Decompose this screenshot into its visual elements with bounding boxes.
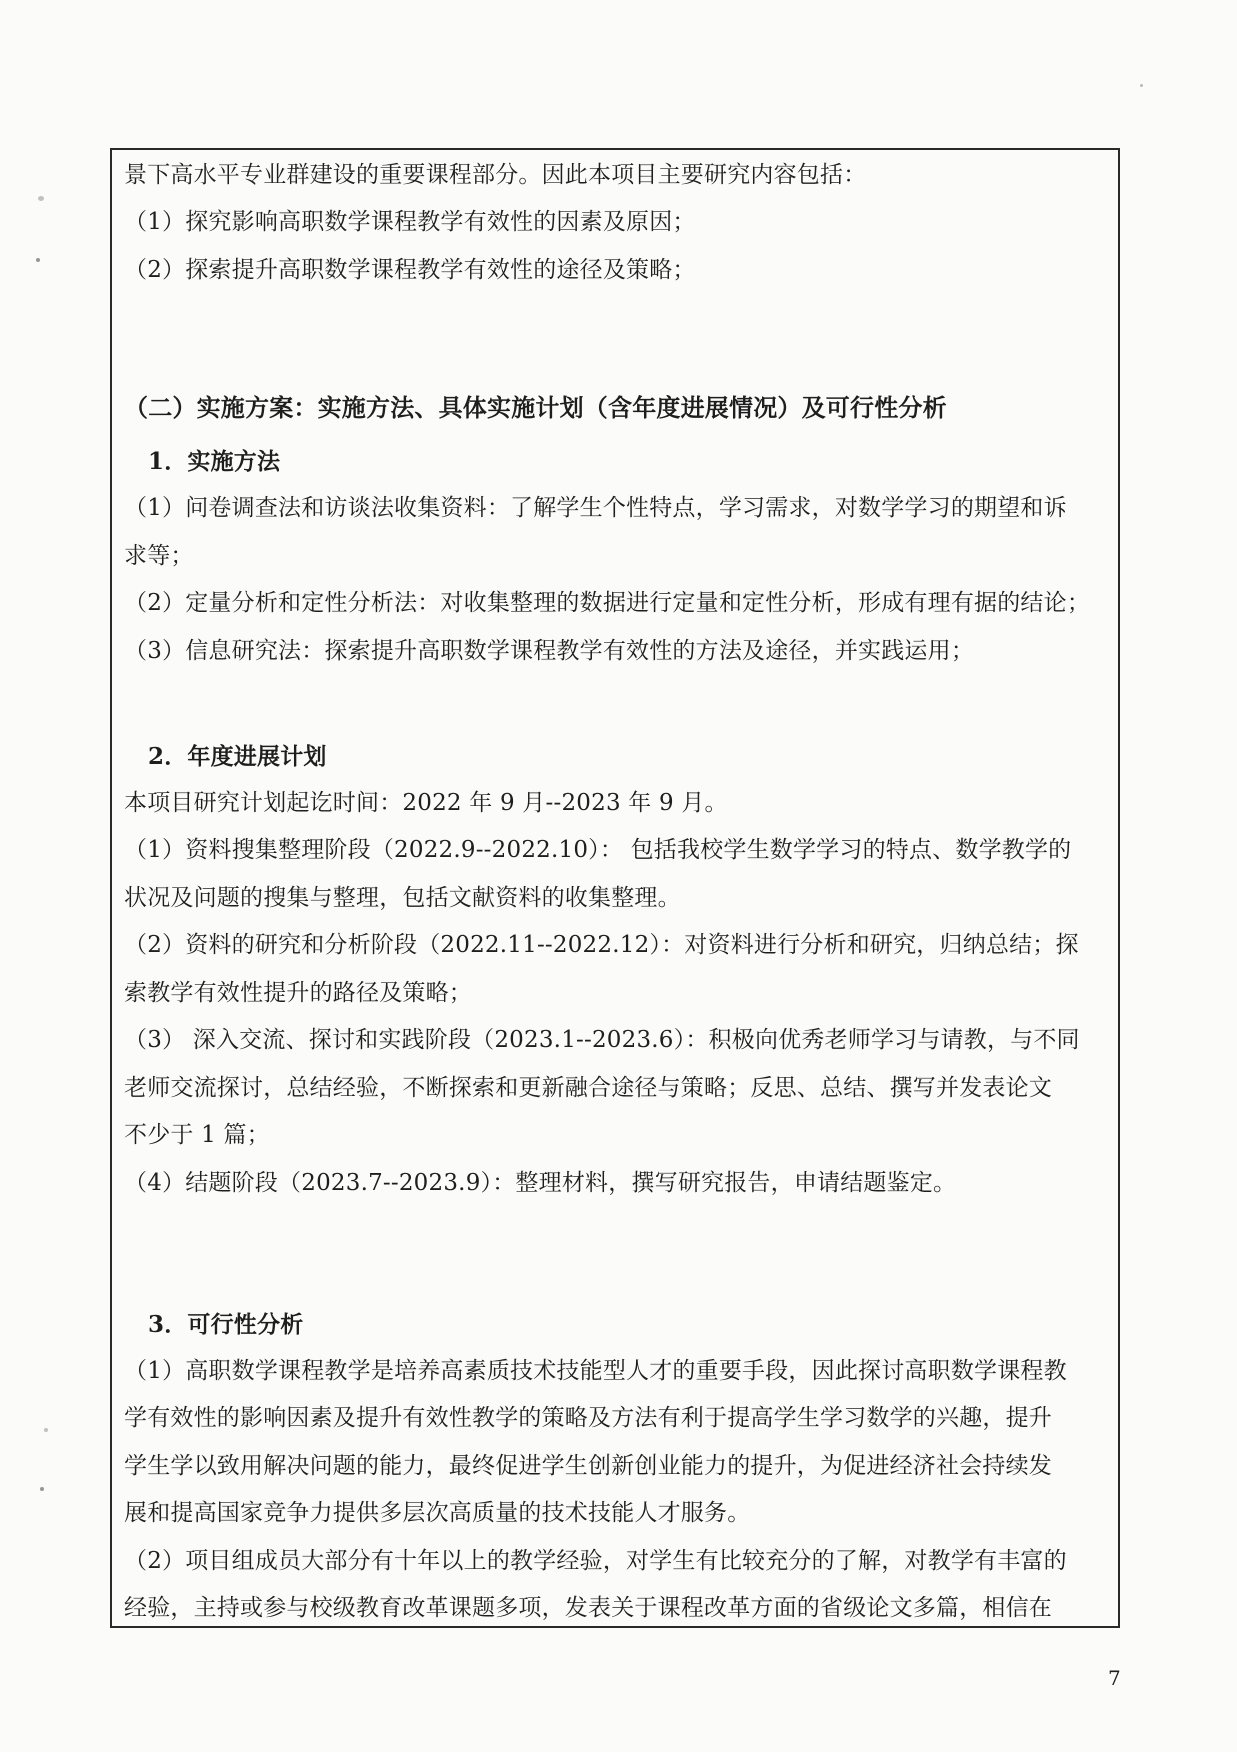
text-line: （2）项目组成员大部分有十年以上的教学经验，对学生有比较充分的了解，对教学有丰富的: [124, 1548, 1067, 1574]
text-line: 本项目研究计划起讫时间：2022 年 9 月--2023 年 9 月。: [124, 790, 728, 816]
page-number: 7: [1108, 1666, 1121, 1690]
content-frame: [110, 148, 1120, 1628]
scan-speck: [40, 1487, 44, 1491]
scan-speck: [44, 1428, 48, 1432]
text-line: 状况及问题的搜集与整理，包括文献资料的收集整理。: [124, 885, 681, 911]
text-line: 展和提高国家竞争力提供多层次高质量的技术技能人才服务。: [124, 1500, 751, 1526]
text-line: （1）高职数学课程教学是培养高素质技术技能型人才的重要手段，因此探讨高职数学课程教: [124, 1358, 1067, 1384]
text-line: 经验，主持或参与校级教育改革课题多项，发表关于课程改革方面的省级论文多篇，相信在: [124, 1595, 1052, 1621]
text-line: 景下高水平专业群建设的重要课程部分。因此本项目主要研究内容包括：: [124, 162, 867, 188]
text-line: （1）资料搜集整理阶段（2022.9--2022.10）： 包括我校学生数学学习的特点、数学教学的: [124, 837, 1072, 863]
scan-speck: [36, 258, 40, 262]
subsection-heading: 2．年度进展计划: [148, 743, 327, 770]
scan-speck: [1140, 84, 1143, 87]
text-line: 求等；: [124, 543, 194, 569]
text-line: 学生学以致用解决问题的能力，最终促进学生创新创业能力的提升，为促进经济社会持续发: [124, 1453, 1052, 1479]
text-line: （2）资料的研究和分析阶段（2022.11--2022.12）：对资料进行分析和研究，归纳总结；探: [124, 932, 1079, 958]
section-heading: （二）实施方案：实施方法、具体实施计划（含年度进展情况）及可行性分析: [124, 393, 947, 422]
text-line: （3） 深入交流、探讨和实践阶段（2023.1--2023.6）：积极向优秀老师学习与请教，与不同: [124, 1027, 1080, 1053]
text-line: （1）问卷调查法和访谈法收集资料：了解学生个性特点，学习需求，对数学学习的期望和诉: [124, 495, 1067, 521]
text-line: （2）定量分析和定性分析法：对收集整理的数据进行定量和定性分析，形成有理有据的结论；: [124, 590, 1091, 616]
subsection-heading: 3．可行性分析: [148, 1311, 304, 1338]
text-line: 不少于 1 篇；: [124, 1122, 270, 1148]
text-line: （2）探索提升高职数学课程教学有效性的途径及策略；: [124, 257, 696, 283]
subsection-heading: 1．实施方法: [148, 448, 281, 475]
text-line: 索教学有效性提升的路径及策略；: [124, 980, 472, 1006]
text-line: （1）探究影响高职数学课程教学有效性的因素及原因；: [124, 209, 696, 235]
text-line: 老师交流探讨，总结经验，不断探索和更新融合途径与策略；反思、总结、撰写并发表论文: [124, 1075, 1052, 1101]
text-line: （4）结题阶段（2023.7--2023.9）：整理材料，撰写研究报告，申请结题鉴定。: [124, 1170, 957, 1196]
text-line: （3）信息研究法：探索提升高职数学课程教学有效性的方法及途径，并实践运用；: [124, 638, 975, 664]
scan-speck: [38, 196, 44, 201]
text-line: 学有效性的影响因素及提升有效性教学的策略及方法有利于提高学生学习数学的兴趣，提升: [124, 1405, 1052, 1431]
